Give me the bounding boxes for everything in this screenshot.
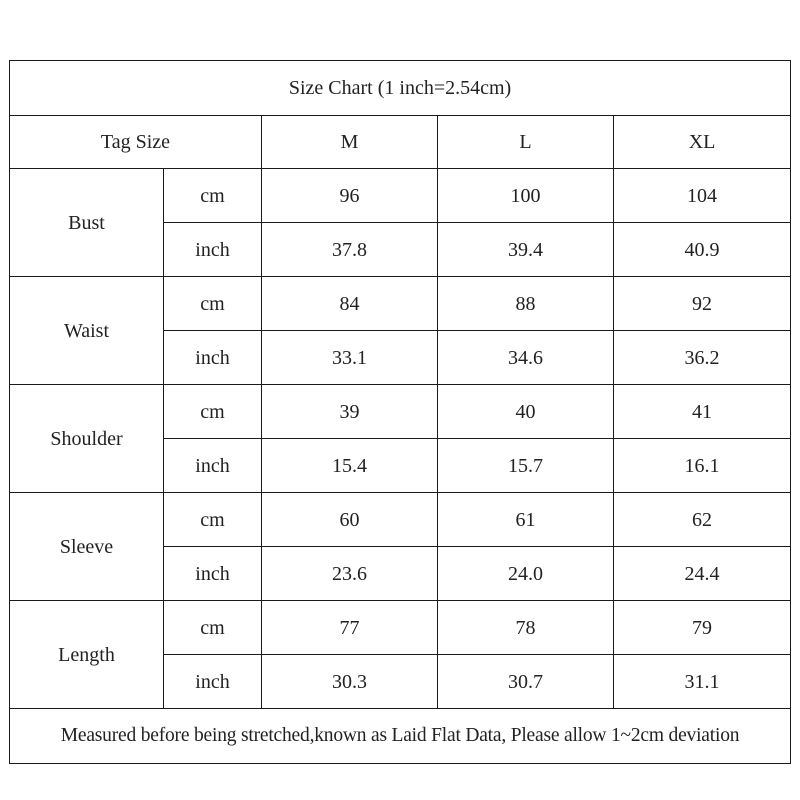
value-cell: 92 [614,277,791,331]
value-cell: 36.2 [614,331,791,385]
value-cell: 33.1 [262,331,438,385]
value-cell: 16.1 [614,439,791,493]
unit-label-inch: inch [164,655,262,709]
value-cell: 39.4 [438,223,614,277]
value-cell: 39 [262,385,438,439]
value-cell: 40.9 [614,223,791,277]
measure-label-sleeve: Sleeve [10,493,164,601]
value-cell: 30.3 [262,655,438,709]
value-cell: 31.1 [614,655,791,709]
table-row [10,385,791,439]
unit-label-inch: inch [164,223,262,277]
value-cell: 34.6 [438,331,614,385]
unit-label-cm: cm [164,169,262,223]
value-cell: 100 [438,169,614,223]
value-cell: 15.4 [262,439,438,493]
value-cell: 79 [614,601,791,655]
value-cell: 37.8 [262,223,438,277]
value-cell: 88 [438,277,614,331]
unit-label-cm: cm [164,601,262,655]
unit-label-inch: inch [164,331,262,385]
measurement-note: Measured before being stretched,known as Laid Flat Data, Please allow 1~2cm deviation [10,709,791,764]
value-cell: 78 [438,601,614,655]
unit-label-cm: cm [164,385,262,439]
value-cell: 24.0 [438,547,614,601]
measure-label-waist: Waist [10,277,164,385]
value-cell: 23.6 [262,547,438,601]
unit-label-cm: cm [164,493,262,547]
unit-label-inch: inch [164,439,262,493]
table-row [10,493,791,547]
measure-label-length: Length [10,601,164,709]
tag-size-header: Tag Size [10,116,262,169]
value-cell: 30.7 [438,655,614,709]
value-cell: 61 [438,493,614,547]
title-row [10,61,791,116]
unit-label-inch: inch [164,547,262,601]
measure-label-shoulder: Shoulder [10,385,164,493]
value-cell: 24.4 [614,547,791,601]
header-row [10,116,791,169]
footer-row [10,709,791,764]
measure-label-bust: Bust [10,169,164,277]
value-cell: 104 [614,169,791,223]
unit-label-cm: cm [164,277,262,331]
size-header-m: M [262,116,438,169]
value-cell: 84 [262,277,438,331]
value-cell: 77 [262,601,438,655]
size-header-l: L [438,116,614,169]
value-cell: 15.7 [438,439,614,493]
value-cell: 62 [614,493,791,547]
size-header-xl: XL [614,116,791,169]
value-cell: 60 [262,493,438,547]
size-chart-table [9,60,791,764]
value-cell: 41 [614,385,791,439]
value-cell: 96 [262,169,438,223]
table-row [10,601,791,655]
chart-title: Size Chart (1 inch=2.54cm) [10,61,791,116]
table-row [10,169,791,223]
value-cell: 40 [438,385,614,439]
table-row [10,277,791,331]
